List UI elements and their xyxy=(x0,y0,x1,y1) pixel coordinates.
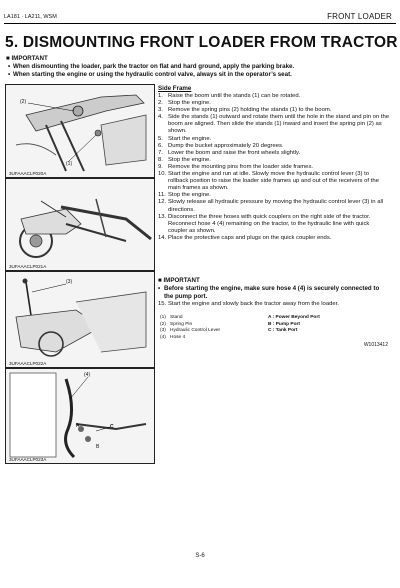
callout-b: B xyxy=(96,444,100,450)
step-item: 10. Start the engine and run at idle. Slowly move the hydraulic control lever (3) to rollback position to raise the loader side frames up and out of the receivers of the main frames as shown. xyxy=(158,171,379,192)
callout-c: C xyxy=(110,424,114,430)
figure-tractor-side xyxy=(5,178,155,271)
step-item: 12. Slowly release all hydraulic pressure by moving the hydraulic control lever (3) in all directions. xyxy=(158,199,384,213)
step-item: 2. Stop the engine. xyxy=(158,100,211,107)
step-item: 5. Start the engine. xyxy=(158,135,212,142)
step-item: 1. Raise the boom until the stands (1) can be rotated. xyxy=(158,93,301,99)
figure-stand xyxy=(5,84,155,178)
callout-3: (3) xyxy=(66,279,73,285)
legend-row: (2) Spring Pin B : Pump Port xyxy=(160,321,300,327)
step-item: 8. Stop the engine. xyxy=(158,156,211,163)
important-list xyxy=(8,63,294,79)
legend-row: (3) Hydraulic Control Lever C : Tank Port xyxy=(160,328,298,334)
step-item: 11. Stop the engine. xyxy=(158,192,211,199)
important-item: • When starting the engine or using the hydraulic control valve, always sit in the operator’s seat. xyxy=(8,71,292,78)
header-right: FRONT LOADER xyxy=(327,12,392,21)
figure-control-lever xyxy=(5,271,155,368)
step-item: 3. Remove the spring pins (2) holding the stands (1) to the boom. xyxy=(158,107,332,114)
tractor-illustration xyxy=(6,179,154,270)
lever-illustration xyxy=(6,272,154,367)
legend-row: (1) Stand A : Power Beyond Port xyxy=(160,315,320,320)
steps-list xyxy=(158,93,390,242)
document-code: W1013412 xyxy=(363,342,388,348)
header-rule xyxy=(4,23,396,24)
legend-row: (4) Hose 4 xyxy=(160,334,186,340)
page-number: S-6 xyxy=(195,553,205,559)
hose-illustration xyxy=(6,369,154,463)
section-heading: Side Frame xyxy=(158,85,192,92)
legend xyxy=(160,315,390,341)
important-item: • When dismounting the loader, park the tractor on flat and hard ground, apply the parking brake. xyxy=(8,63,295,70)
header-left: LA181 · LA211, WSM xyxy=(4,14,57,20)
step-item: 15. Start the engine and slowly back the tractor away from the loader. xyxy=(158,301,339,307)
callout-1: (1) xyxy=(66,161,73,167)
important2-item: • Before starting the engine, make sure hose 4 (4) is securely connected to the pump port. xyxy=(158,285,380,300)
important-heading: ■ IMPORTANT xyxy=(6,55,48,62)
stand-illustration xyxy=(6,85,154,177)
step-item: 7. Lower the boom and raise the front wheels slightly. xyxy=(158,149,301,156)
figure-caption: 3UFAAACLP023A xyxy=(9,457,47,462)
callout-a: A xyxy=(76,423,80,429)
callout-4: (4) xyxy=(84,372,91,378)
step-item: 13. Disconnect the three hoses with quick couplers on the right side of the tractor. Reconnect hose 4 (4) remaining on the tractor, to the hydraulic line with quick coupler as shown. xyxy=(158,213,371,234)
page-title: 5. DISMOUNTING FRONT LOADER FROM TRACTOR xyxy=(5,34,398,51)
step-item: 4. Side the stands (1) outward and rotate them until the hole in the stand and pin on the boom are aligned. Then slide the stands (1) inward and insert the spring pin (2) as shown. xyxy=(158,114,390,135)
figure-hose-ports xyxy=(5,368,155,464)
figure-caption: 3UFAAACLP022A xyxy=(9,361,47,366)
step-item: 6. Dump the bucket approximately 20 degrees. xyxy=(158,142,284,149)
step-item: 14. Place the protective caps and plugs on the quick coupler ends. xyxy=(158,234,332,241)
important2-heading: ■ IMPORTANT xyxy=(158,277,200,284)
callout-2: (2) xyxy=(20,99,27,105)
figure-caption: 3UFAAACLP021A xyxy=(9,264,47,269)
figure-caption: 3UFAAACLP020A xyxy=(9,171,47,176)
step-item: 9. Remove the mounting pins from the loader side frames. xyxy=(158,163,314,170)
